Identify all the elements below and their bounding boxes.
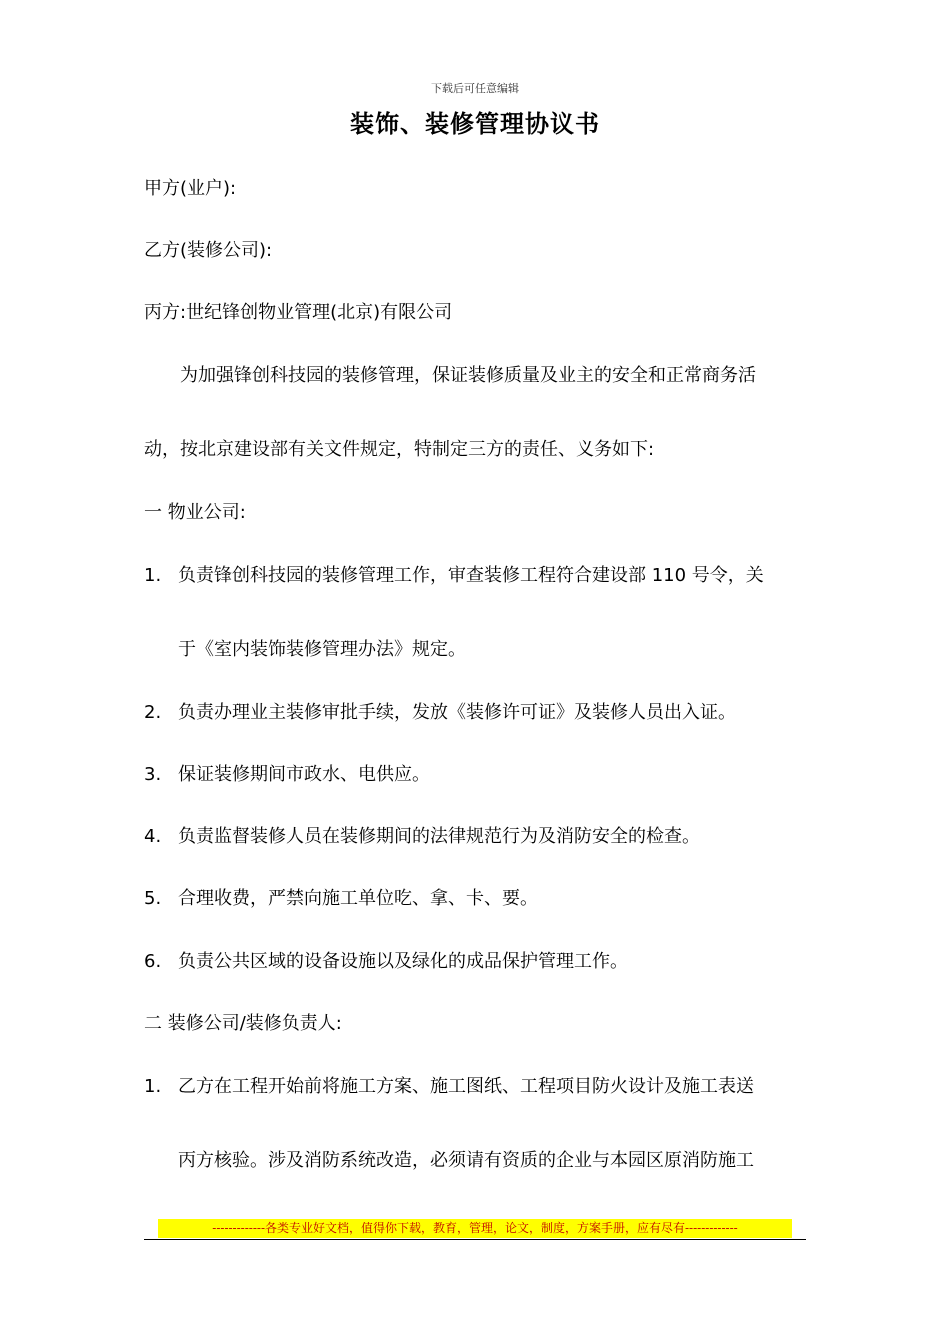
party-c-line: 丙方:世纪锋创物业管理(北京)有限公司: [144, 302, 453, 323]
item-text: 负责公共区域的设备设施以及绿化的成品保护管理工作。: [178, 951, 628, 972]
item-number: 5.: [144, 888, 162, 909]
intro-paragraph-line-2: 动，按北京建设部有关文件规定，特制定三方的责任、义务如下:: [144, 439, 655, 460]
section-2-item-1-continuation: 丙方核验。涉及消防系统改造，必须请有资质的企业与本园区原消防施工: [178, 1150, 754, 1171]
item-number: 3.: [144, 764, 162, 785]
party-a-line: 甲方(业户):: [144, 178, 237, 199]
section-1-item-6: [144, 949, 809, 975]
item-number: 1.: [144, 1076, 162, 1097]
intro-paragraph-line-1: 为加强锋创科技园的装修管理，保证装修质量及业主的安全和正常商务活: [180, 365, 756, 386]
section-1-item-5: [144, 886, 809, 912]
item-text: 负责锋创科技园的装修管理工作，审查装修工程符合建设部 110 号令，关: [178, 565, 764, 586]
section-2-heading: 二 装修公司/装修负责人:: [144, 1013, 342, 1034]
header-note: 下载后可任意编辑: [431, 82, 519, 95]
section-1-item-4: [144, 824, 809, 850]
section-1-item-3: [144, 762, 809, 788]
item-number: 6.: [144, 951, 162, 972]
section-1-item-2: [144, 700, 809, 726]
item-number: 1.: [144, 565, 162, 586]
footer-divider: [144, 1239, 806, 1240]
document-title: 装饰、装修管理协议书: [350, 110, 600, 138]
section-1-item-1-continuation: 于《室内装饰装修管理办法》规定。: [178, 639, 466, 660]
item-number: 4.: [144, 826, 162, 847]
item-number: 2.: [144, 702, 162, 723]
item-text: 负责监督装修人员在装修期间的法律规范行为及消防安全的检查。: [178, 826, 700, 847]
item-text: 负责办理业主装修审批手续，发放《装修许可证》及装修人员出入证。: [178, 702, 736, 723]
item-text: 保证装修期间市政水、电供应。: [178, 764, 430, 785]
section-2-item-1: [144, 1074, 809, 1100]
party-b-line: 乙方(装修公司):: [144, 240, 273, 261]
item-text: 合理收费，严禁向施工单位吃、拿、卡、要。: [178, 888, 538, 909]
footer-promo-banner: -------------各类专业好文档，值得你下载，教育，管理，论文，制度，方案手册，应有尽有-------------: [158, 1219, 792, 1238]
section-1-heading: 一 物业公司:: [144, 502, 246, 523]
section-1-item-1: [144, 563, 809, 589]
item-text: 乙方在工程开始前将施工方案、施工图纸、工程项目防火设计及施工表送: [178, 1076, 754, 1097]
